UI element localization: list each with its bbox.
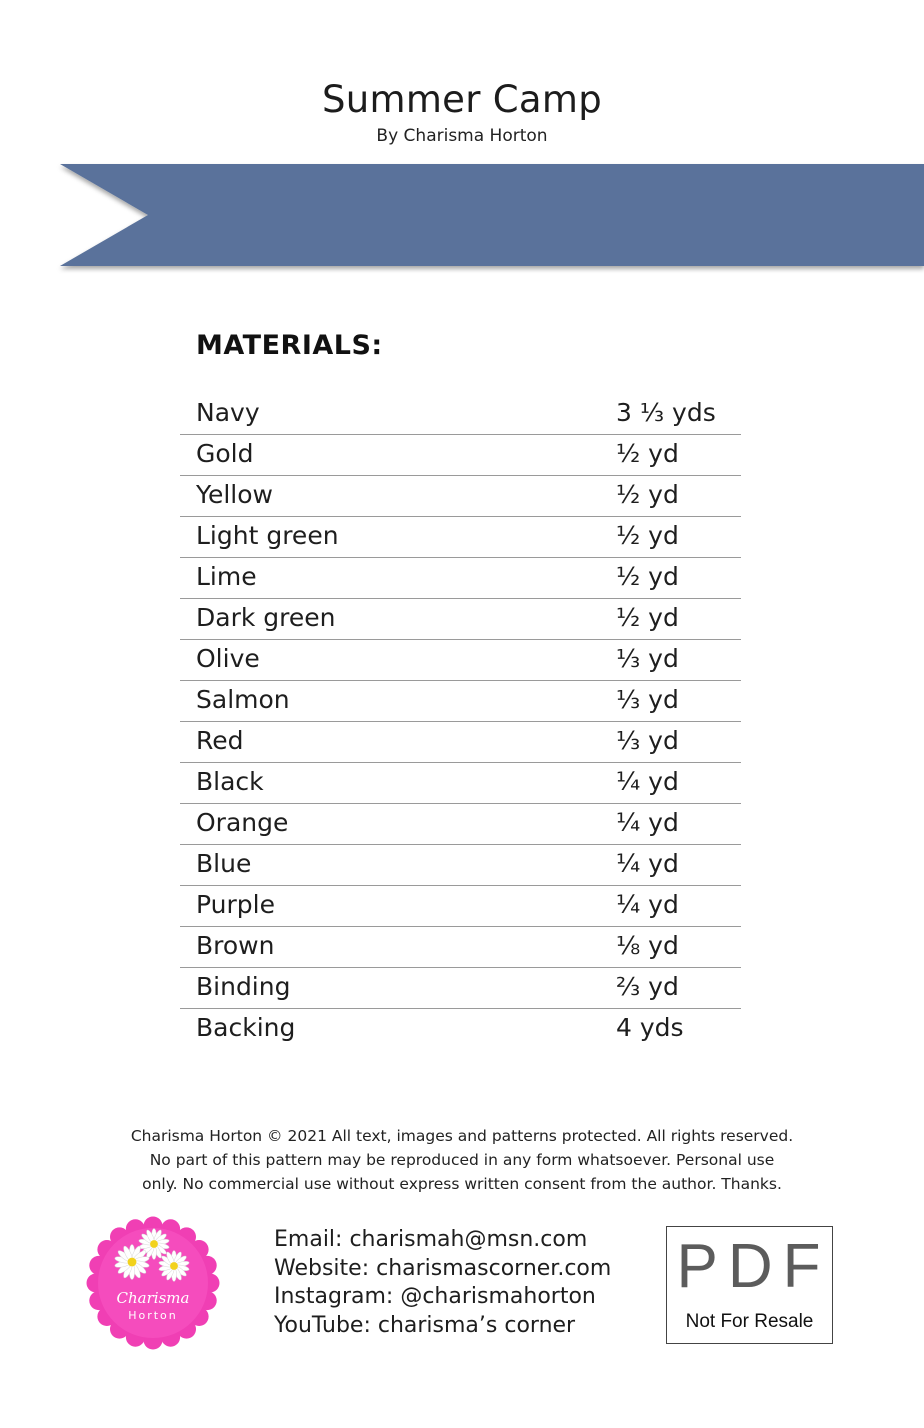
material-name: Light green (196, 521, 339, 550)
material-name: Gold (196, 439, 254, 468)
material-qty: ¼ yd (616, 849, 679, 878)
copyright-notice (112, 1124, 812, 1196)
copyright-line: Charisma Horton © 2021 All text, images and patterns protected. All rights reserved. (130, 1127, 794, 1145)
copyright-line: only. No commercial use without express written consent from the author. Thanks. (142, 1175, 782, 1193)
material-name: Blue (196, 849, 252, 878)
material-name: Purple (196, 890, 275, 919)
material-qty: ⅓ yd (616, 644, 679, 673)
material-qty: ⅛ yd (616, 931, 679, 960)
material-qty: ⅔ yd (616, 972, 679, 1001)
material-name: Yellow (196, 480, 273, 509)
list-item (180, 722, 741, 763)
materials-list (180, 394, 741, 1049)
material-name: Binding (196, 972, 291, 1001)
list-item (180, 558, 741, 599)
list-item (180, 804, 741, 845)
copyright-line: No part of this pattern may be reproduced in any form whatsoever. Personal use (149, 1151, 775, 1169)
author-byline: By Charisma Horton (376, 126, 548, 146)
material-qty: ⅓ yd (616, 726, 679, 755)
material-qty: ½ yd (616, 480, 679, 509)
list-item (180, 517, 741, 558)
page-title: Summer Camp (321, 78, 603, 121)
list-item (180, 886, 741, 927)
list-item (180, 476, 741, 517)
pdf-label: PDF (676, 1232, 831, 1301)
material-name: Olive (196, 644, 260, 673)
list-item (180, 599, 741, 640)
material-qty: 4 yds (616, 1013, 684, 1042)
list-item (180, 435, 741, 476)
list-item (180, 927, 741, 968)
not-for-resale-label: Not For Resale (685, 1311, 814, 1332)
material-qty: ½ yd (616, 603, 679, 632)
contact-youtube[interactable]: YouTube: charisma’s corner (274, 1312, 576, 1338)
material-name: Lime (196, 562, 257, 591)
list-item (180, 1009, 741, 1049)
banner-ribbon (0, 160, 924, 275)
contact-website[interactable]: Website: charismascorner.com (274, 1255, 612, 1281)
material-qty: ⅓ yd (616, 685, 679, 714)
list-item (180, 968, 741, 1009)
logo-text-line2: Horton (128, 1309, 178, 1322)
list-item (180, 640, 741, 681)
list-item (180, 845, 741, 886)
material-qty: ¼ yd (616, 808, 679, 837)
material-qty: ½ yd (616, 439, 679, 468)
contact-email[interactable]: Email: charismah@msn.com (274, 1227, 588, 1252)
material-name: Navy (196, 398, 260, 427)
material-qty: ¼ yd (616, 767, 679, 796)
charisma-horton-logo (86, 1216, 220, 1350)
material-name: Brown (196, 931, 275, 960)
material-name: Black (196, 767, 264, 796)
logo-text-line1: Charisma (116, 1289, 190, 1307)
contact-instagram[interactable]: Instagram: @charismahorton (274, 1284, 596, 1309)
material-name: Backing (196, 1013, 296, 1042)
material-qty: ¼ yd (616, 890, 679, 919)
list-item (180, 681, 741, 722)
material-name: Salmon (196, 685, 290, 714)
material-qty: ½ yd (616, 521, 679, 550)
materials-heading: MATERIALS: (196, 330, 383, 361)
list-item (180, 763, 741, 804)
contact-info (274, 1226, 611, 1340)
banner-ribbon-shape (60, 164, 924, 266)
material-qty: ½ yd (616, 562, 679, 591)
list-item (180, 394, 741, 435)
material-qty: 3 ⅓ yds (616, 398, 716, 427)
material-name: Orange (196, 808, 289, 837)
material-name: Dark green (196, 603, 336, 632)
pdf-not-for-resale-badge (666, 1226, 833, 1344)
material-name: Red (196, 726, 244, 755)
